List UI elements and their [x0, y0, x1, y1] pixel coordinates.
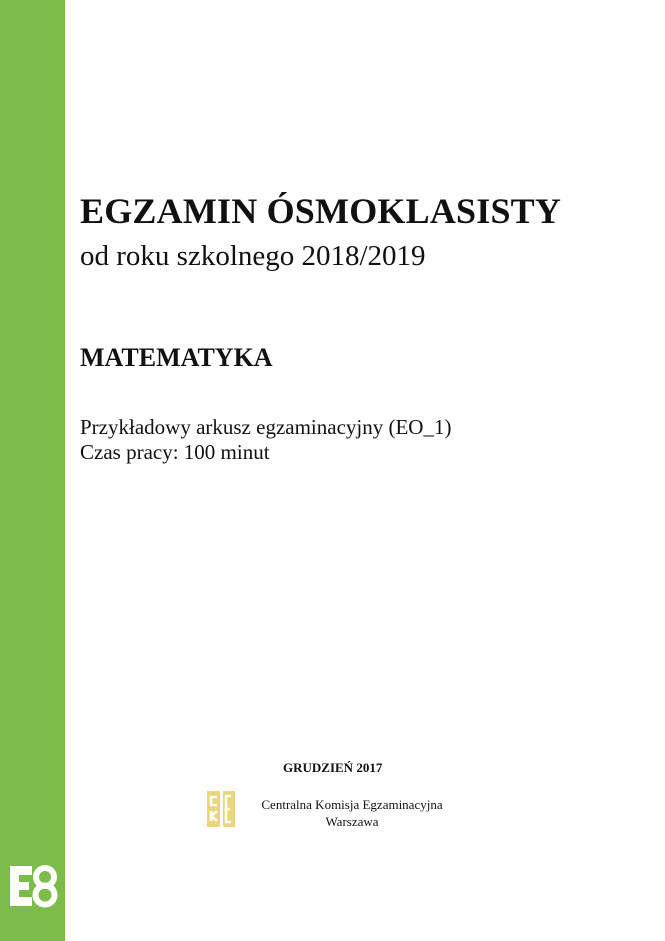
green-side-bar	[0, 0, 65, 941]
exam-title: EGZAMIN ÓSMOKLASISTY	[80, 191, 562, 231]
exam-subtitle: od roku szkolnego 2018/2019	[80, 240, 426, 272]
organization-name: Centralna Komisja Egzaminacyjna	[261, 797, 443, 812]
sheet-time-line: Czas pracy: 100 minut	[80, 440, 270, 464]
subject-heading: MATEMATYKA	[80, 343, 273, 372]
organization-city: Warszawa	[325, 814, 379, 829]
sheet-type-line: Przykładowy arkusz egzaminacyjny (EO_1)	[80, 415, 452, 439]
organization-block	[252, 796, 452, 830]
sheet-info	[80, 415, 451, 465]
publication-date: GRUDZIEŃ 2017	[283, 760, 383, 775]
cke-logo-icon	[207, 791, 235, 827]
e8-exam-logo-icon	[8, 862, 60, 910]
